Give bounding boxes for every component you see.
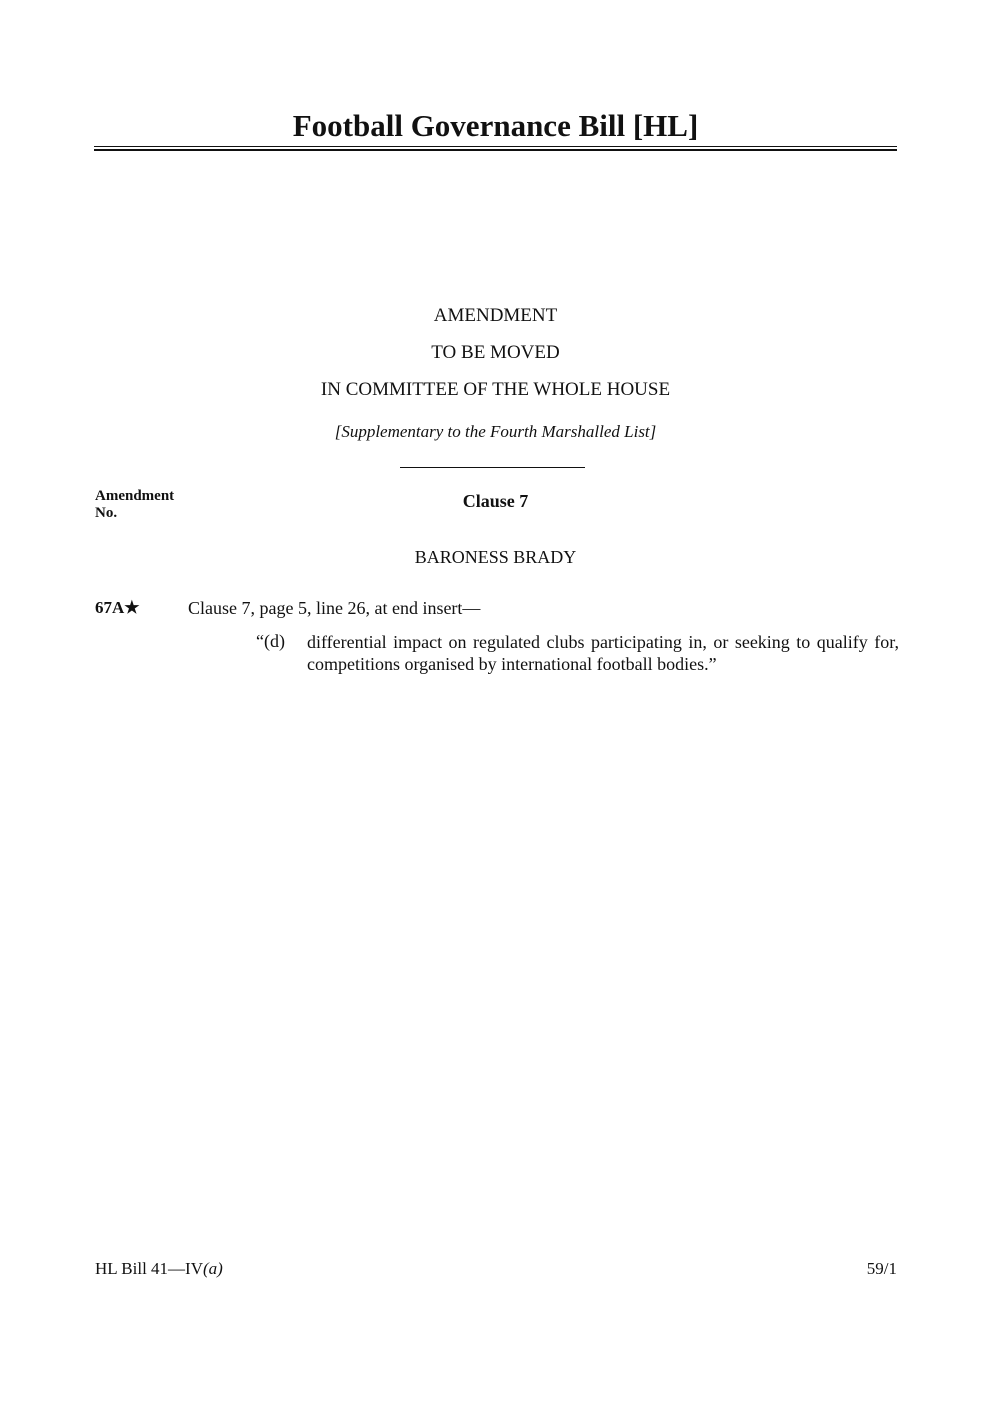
bill-ref-suffix: (a) xyxy=(202,1259,223,1278)
mover-name: BARONESS BRADY xyxy=(414,547,577,567)
heading-to-be-moved: TO BE MOVED xyxy=(431,342,560,363)
clause-heading: Clause 7 xyxy=(462,491,529,511)
no-label: No. xyxy=(95,505,118,521)
heading-committee: IN COMMITTEE OF THE WHOLE HOUSE xyxy=(320,379,671,400)
section-divider xyxy=(400,467,585,468)
title-rule-thin xyxy=(94,146,897,147)
amendment-label: Amendment xyxy=(95,488,175,504)
amendment-number: 67A★ xyxy=(95,598,140,617)
paragraph-text: differential impact on regulated clubs participating in, or seeking to qualify for, competitions organised by international football bodies.” xyxy=(307,632,899,674)
footer-bill-ref xyxy=(95,1259,223,1279)
title-rule-thick xyxy=(94,149,897,151)
paragraph-label: “(d) xyxy=(256,631,285,651)
amendment-instruction: Clause 7, page 5, line 26, at end insert— xyxy=(188,598,481,618)
heading-amendment: AMENDMENT xyxy=(433,305,558,326)
footer-page-ref: 59/1 xyxy=(866,1259,897,1278)
heading-subtitle: [Supplementary to the Fourth Marshalled List] xyxy=(334,422,657,441)
document-title: Football Governance Bill [HL] xyxy=(292,108,699,143)
bill-ref: HL Bill 41—IV xyxy=(95,1259,203,1278)
